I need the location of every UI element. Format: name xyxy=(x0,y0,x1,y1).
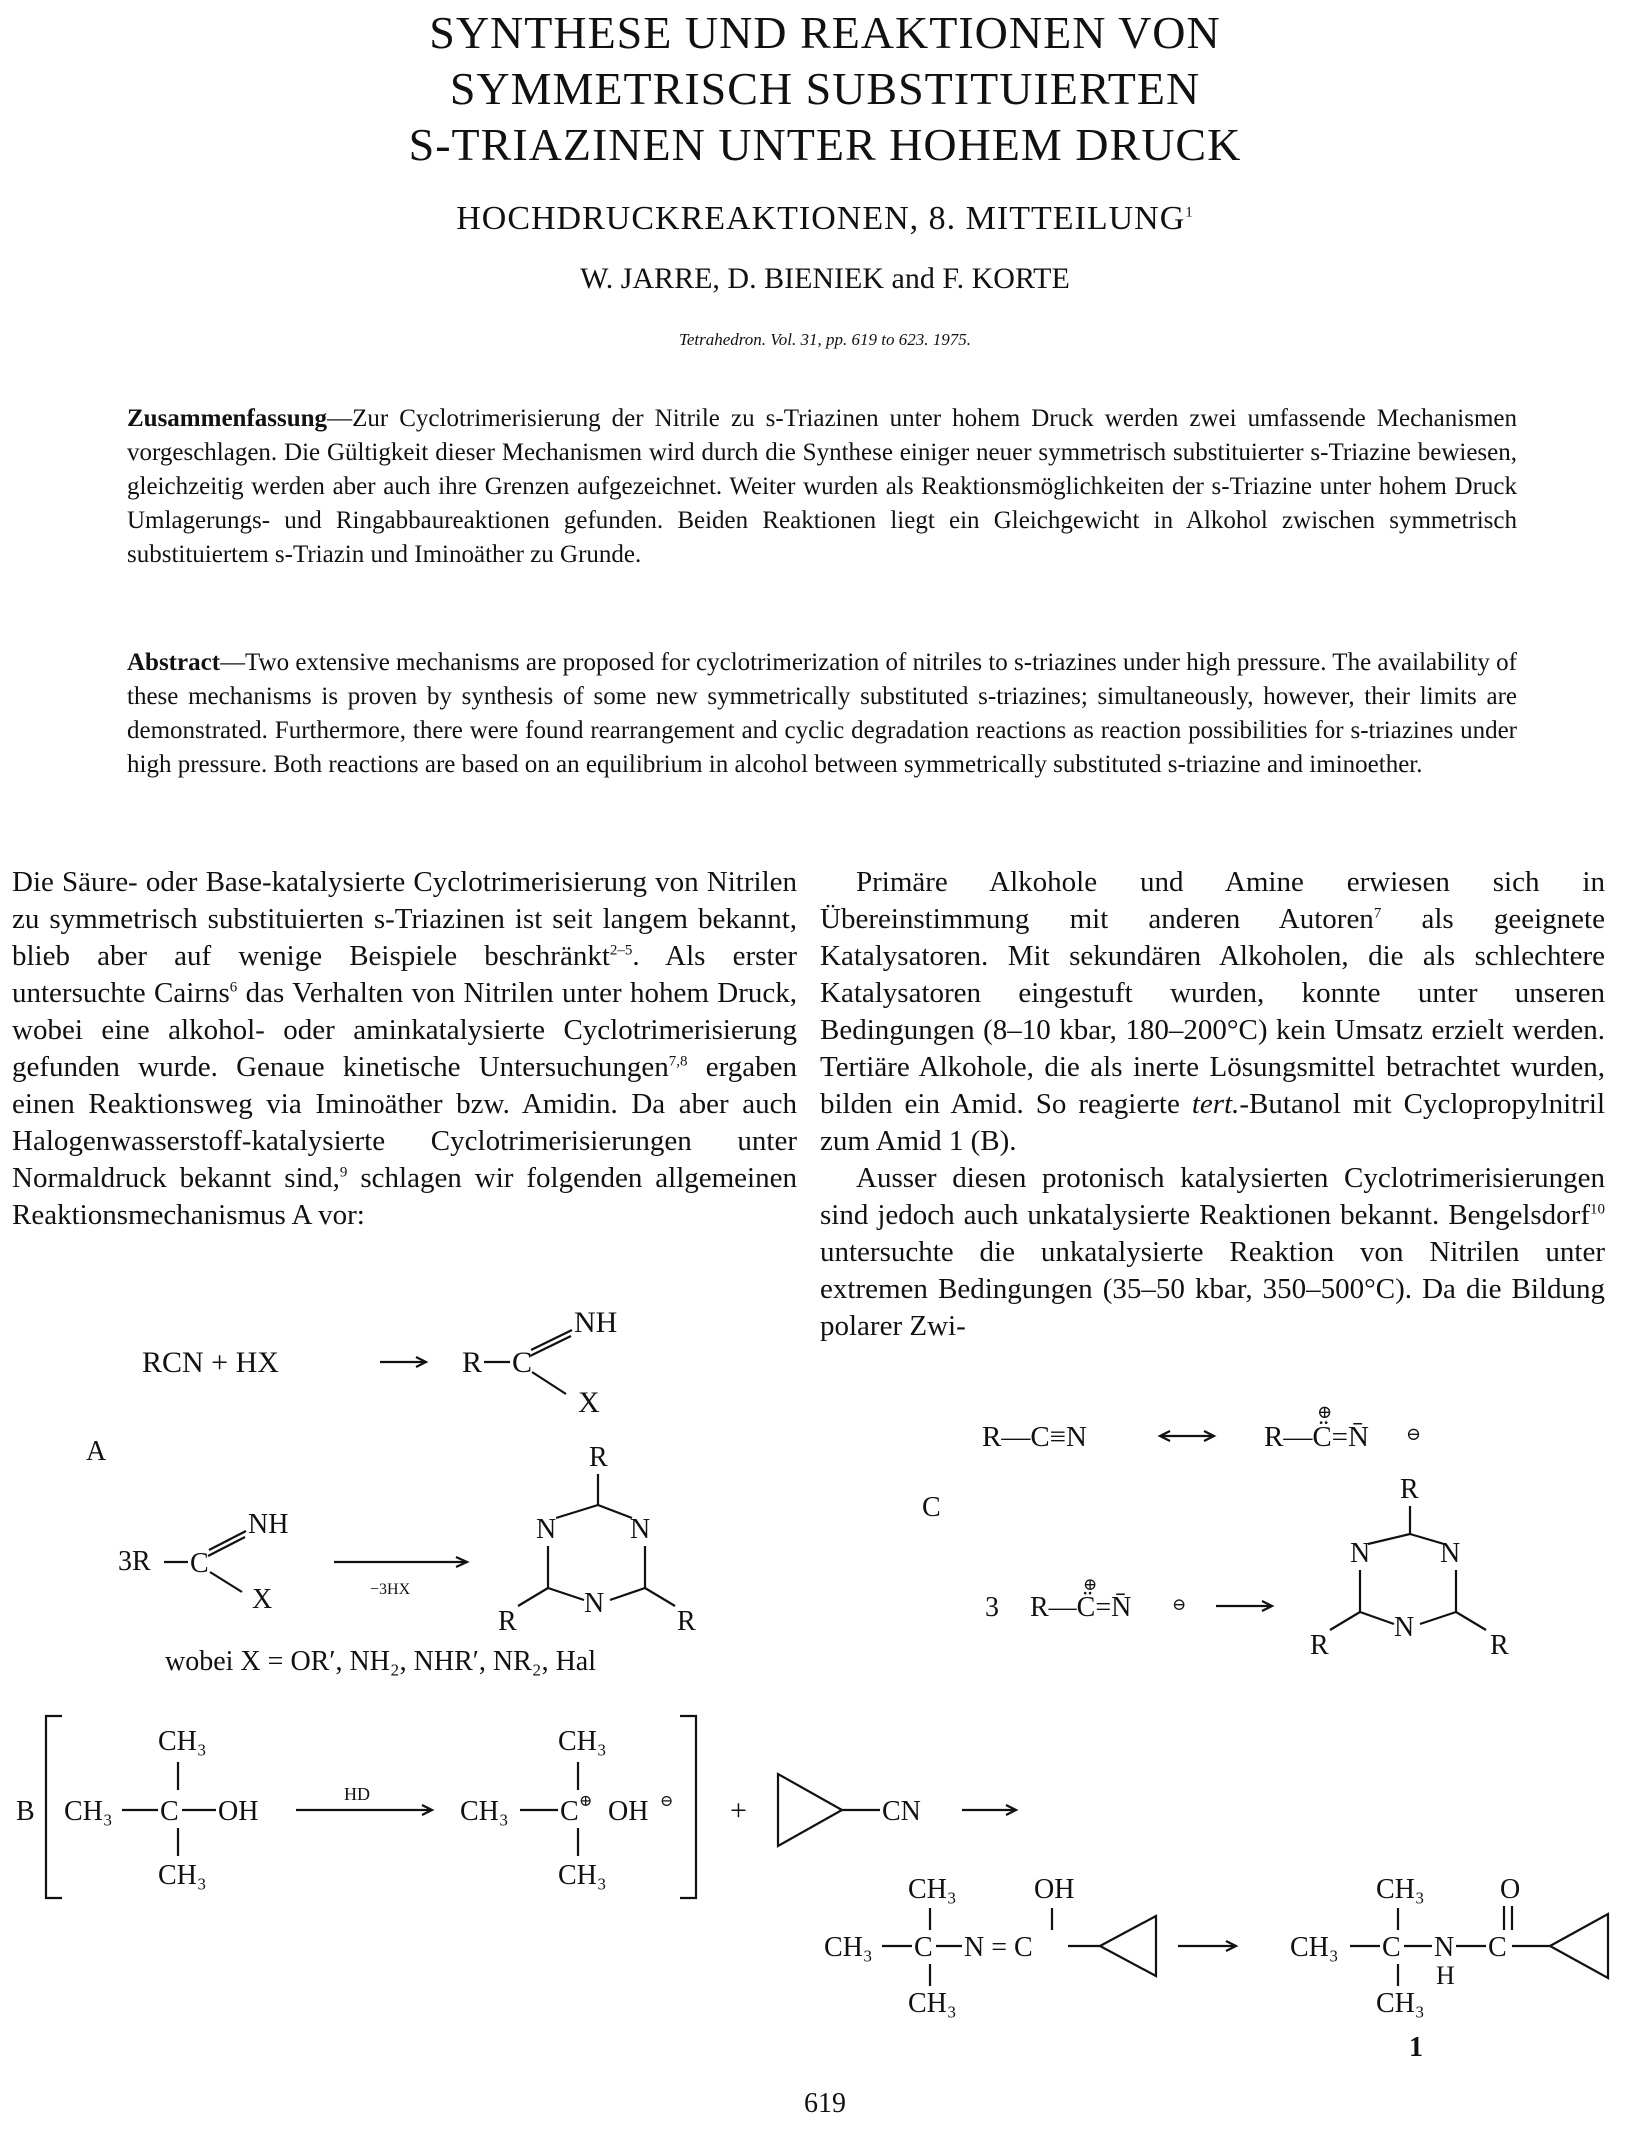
ring-bond xyxy=(1360,1612,1394,1624)
r-group: R xyxy=(462,1346,483,1379)
plus-charge: ⊕ xyxy=(1317,1402,1333,1422)
coefficient: 3R xyxy=(118,1546,151,1577)
text-run: als geeignete Katalysatoren. Mit sekundären Alkoholen, die als schlechtere Katalysatoren eingestuft wurden, konnte unter unseren Bedingungen (8–10 kbar, 180–200°C) kein Umsatz erzielt werden. Tertiäre Alkohole, die als inerte Lösungsmittel betrachtet wurden, bilden ein Amid. So reagierte xyxy=(820,903,1605,1120)
hydroxyl-group: OH xyxy=(1034,1874,1075,1905)
scheme-b-label: B xyxy=(16,1796,35,1827)
ring-bond xyxy=(556,1505,598,1518)
amide-hydrogen: H xyxy=(1436,1961,1455,1990)
ring-nitrogen: N xyxy=(1440,1538,1461,1569)
reference: 7,8 xyxy=(668,1053,688,1070)
r-group: R xyxy=(498,1606,517,1637)
ring-bond xyxy=(548,1588,584,1600)
triazine-ring-a xyxy=(498,1442,696,1637)
scheme-c xyxy=(922,1402,1509,1661)
carbon: C xyxy=(560,1796,579,1827)
plus-sign: + xyxy=(730,1794,747,1827)
carbonyl-carbon: C xyxy=(1488,1932,1507,1963)
tert-italic: tert. xyxy=(1191,1088,1240,1120)
title-line-2: SYMMETRISCH SUBSTITUIERTEN xyxy=(449,63,1201,114)
scheme-a-equation-2 xyxy=(118,1509,467,1615)
bond xyxy=(210,1572,242,1592)
r-group: R xyxy=(677,1606,696,1637)
ring-bond xyxy=(1368,1534,1410,1544)
carbon: C xyxy=(512,1346,533,1379)
text-run: ergaben einen Reaktionsweg via Iminoäther bzw. Amidin. Da aber auch Halogenwasserstoff-katalysierte Cyclotrimerisierungen unter Normaldruck bekannt sind, xyxy=(12,1051,798,1194)
abstract-label: Abstract xyxy=(127,649,221,676)
r-group: R xyxy=(1310,1630,1329,1661)
authors: W. JARRE, D. BIENIEK and F. KORTE xyxy=(580,262,1070,295)
ring-nitrogen: N xyxy=(630,1514,651,1545)
text-run: untersuchte die unkatalysierte Reaktion von Nitrilen unter extremen Bedingungen (35–50 kbar, 350–500°C). Da die Bildung polarer Zwi- xyxy=(820,1236,1605,1342)
minus-hx-label: −3HX xyxy=(370,1581,411,1598)
cyclopropyl-ring xyxy=(1100,1916,1156,1976)
minus-charge: ⊖ xyxy=(1406,1424,1422,1444)
hydroxide: OH xyxy=(608,1796,649,1827)
reference: 2–5 xyxy=(609,942,633,959)
methyl-group: CH₃ xyxy=(1376,1874,1425,1905)
methyl-group: CH₃ xyxy=(460,1796,509,1827)
hd-label: HD xyxy=(344,1784,370,1804)
ring-bond xyxy=(610,1588,645,1600)
reference: 9 xyxy=(339,1164,348,1181)
methyl-group: CH₃ xyxy=(1290,1932,1339,1963)
imine-bond: N = C xyxy=(964,1932,1033,1963)
nitrile-ylide: R—C̈=N̄ xyxy=(1030,1592,1132,1623)
nitrile-ylide: R—C̈=N̄ xyxy=(1264,1421,1369,1453)
carbon: C xyxy=(1382,1932,1401,1963)
methyl-group: CH₃ xyxy=(64,1796,113,1827)
reference: 10 xyxy=(1590,1201,1605,1218)
amide-nitrogen: N xyxy=(1434,1932,1455,1963)
text-run: -Butanol mit Cyclopropylnitril zum Amid 1 (B). xyxy=(820,1088,1605,1157)
methyl-group: CH₃ xyxy=(908,1874,957,1905)
bond xyxy=(1456,1612,1486,1630)
page-number: 619 xyxy=(804,2088,846,2119)
reference: 6 xyxy=(229,979,238,996)
methyl-group: CH₃ xyxy=(158,1726,207,1757)
scheme-a-equation-1 xyxy=(142,1306,617,1419)
r-group: R xyxy=(1490,1630,1509,1661)
abstract-text: —Two extensive mechanisms are proposed for cyclotrimerization of nitriles to s-triazines under high pressure. The availability of these mechanisms is proven by synthesis of some new symmetrically substituted s-triazines; simultaneously, however, their limits are demonstrated. Furthermore, there were found rearrangement and cyclic degradation reactions as reaction possibilities for s-triazines under high pressure. Both reactions are based on an equilibrium in alcohol between symmetrically substituted s-triazine and iminoether. xyxy=(127,649,1517,778)
coefficient: 3 xyxy=(985,1592,999,1623)
bond xyxy=(532,1372,566,1394)
subtitle-text: HOCHDRUCKREAKTIONEN, 8. MITTEILUNG xyxy=(456,200,1186,237)
scheme-c-label: C xyxy=(922,1492,941,1523)
methyl-group: CH₃ xyxy=(824,1932,873,1963)
ring-nitrogen: N xyxy=(536,1514,557,1545)
text-run: das Verhalten von Nitrilen unter hohem Druck, wobei eine alkohol- oder aminkatalysierte Cyclotrimerisierung gefunden wurde. Genaue kinetische Untersuchungen xyxy=(12,977,798,1083)
title-line-3: S-TRIAZINEN UNTER HOHEM DRUCK xyxy=(408,119,1242,170)
scheme-a-label: A xyxy=(86,1436,107,1467)
methyl-group: CH₃ xyxy=(158,1860,207,1891)
double-bond xyxy=(530,1336,571,1356)
ring-nitrogen: N xyxy=(1350,1538,1371,1569)
carbon: C xyxy=(160,1796,179,1827)
carbon: C xyxy=(190,1548,209,1579)
hydroxyl-group: OH xyxy=(218,1796,259,1827)
left-bracket xyxy=(46,1716,62,1898)
ring-bond xyxy=(598,1505,632,1518)
r-group: R xyxy=(1400,1474,1419,1505)
nh-label: NH xyxy=(574,1306,618,1339)
plus-charge: ⊕ xyxy=(579,1793,593,1810)
subtitle-ref: 1 xyxy=(1185,204,1194,221)
ring-nitrogen: N xyxy=(584,1588,605,1619)
ring-nitrogen: N xyxy=(1394,1612,1415,1643)
text-run: schlagen wir folgenden allgemeinen Reaktionsmechanismus A vor: xyxy=(12,1162,797,1231)
nh-label: NH xyxy=(248,1509,289,1540)
scheme-b xyxy=(16,1716,1608,2063)
bond xyxy=(518,1588,548,1606)
ring-bond xyxy=(1420,1612,1456,1624)
citation: Tetrahedron. Vol. 31, pp. 619 to 623. 1975. xyxy=(678,330,971,349)
zusammenfassung-text: —Zur Cyclotrimerisierung der Nitrile zu s-Triazinen unter hohem Druck werden zwei umfassende Mechanismen vorgeschlagen. Die Gültigkeit dieser Mechanismen wird durch die Synthese einiger neuer symmetrisch substituierter s-Triazine bewiesen, gleichzeitig werden aber auch ihre Grenzen aufgezeichnet. Weiter wurden als Reaktionsmöglichkeiten der s-Triazine unter hohem Druck Umlagerungs- und Ringabbaureaktionen gefunden. Beiden Reaktionen liegt ein Gleichgewicht in Alkohol zwischen symmetrisch substituiertem s-Triazin und Iminoäther zu Grunde. xyxy=(127,405,1517,568)
compound-number: 1 xyxy=(1409,2032,1423,2063)
zusammenfassung-label: Zusammenfassung xyxy=(127,405,328,432)
double-bond xyxy=(531,1330,572,1350)
x-label: X xyxy=(578,1386,600,1419)
nitrile-formula: R—C≡N xyxy=(982,1421,1087,1453)
eq1-reactants: RCN + HX xyxy=(142,1346,279,1379)
text-run: Die Säure- oder Base-katalysierte Cyclotrimerisierung von Nitrilen zu symmetrisch substituierten s-Triazinen ist seit langem bekannt, blieb aber auf wenige Beispiele beschränkt xyxy=(12,866,797,972)
bond xyxy=(1330,1612,1360,1630)
cyclopropyl-ring xyxy=(1550,1914,1608,1978)
ring-bond xyxy=(1410,1534,1444,1544)
methyl-group: CH₃ xyxy=(558,1860,607,1891)
minus-charge: ⊖ xyxy=(1172,1595,1187,1614)
minus-charge: ⊖ xyxy=(660,1793,674,1810)
nitrile-group: CN xyxy=(882,1796,921,1827)
wobei-definition: wobei X = OR′, NH₂, NHR′, NR₂, Hal xyxy=(165,1646,596,1677)
methyl-group: CH₃ xyxy=(558,1726,607,1757)
carbonyl-oxygen: O xyxy=(1500,1874,1521,1905)
cyclopropyl-ring xyxy=(778,1774,842,1846)
text-run: Primäre Alkohole und Amine erwiesen sich in Übereinstimmung mit anderen Autoren xyxy=(820,866,1605,935)
title-line-1: SYNTHESE UND REAKTIONEN VON xyxy=(429,7,1221,58)
text-run: . Als erster untersuchte Cairns xyxy=(12,940,798,1009)
r-group: R xyxy=(589,1442,608,1473)
reference: 7 xyxy=(1373,905,1382,922)
bond xyxy=(645,1588,675,1606)
carbon: C xyxy=(914,1932,933,1963)
plus-charge: ⊕ xyxy=(1083,1575,1098,1594)
text-run: Ausser diesen protonisch katalysierten Cyclotrimerisierungen sind jedoch auch unkatalysierte Reaktionen bekannt. Bengelsdorf xyxy=(820,1162,1605,1231)
x-label: X xyxy=(252,1584,273,1615)
methyl-group: CH₃ xyxy=(908,1988,957,2019)
methyl-group: CH₃ xyxy=(1376,1988,1425,2019)
right-bracket xyxy=(680,1716,696,1898)
